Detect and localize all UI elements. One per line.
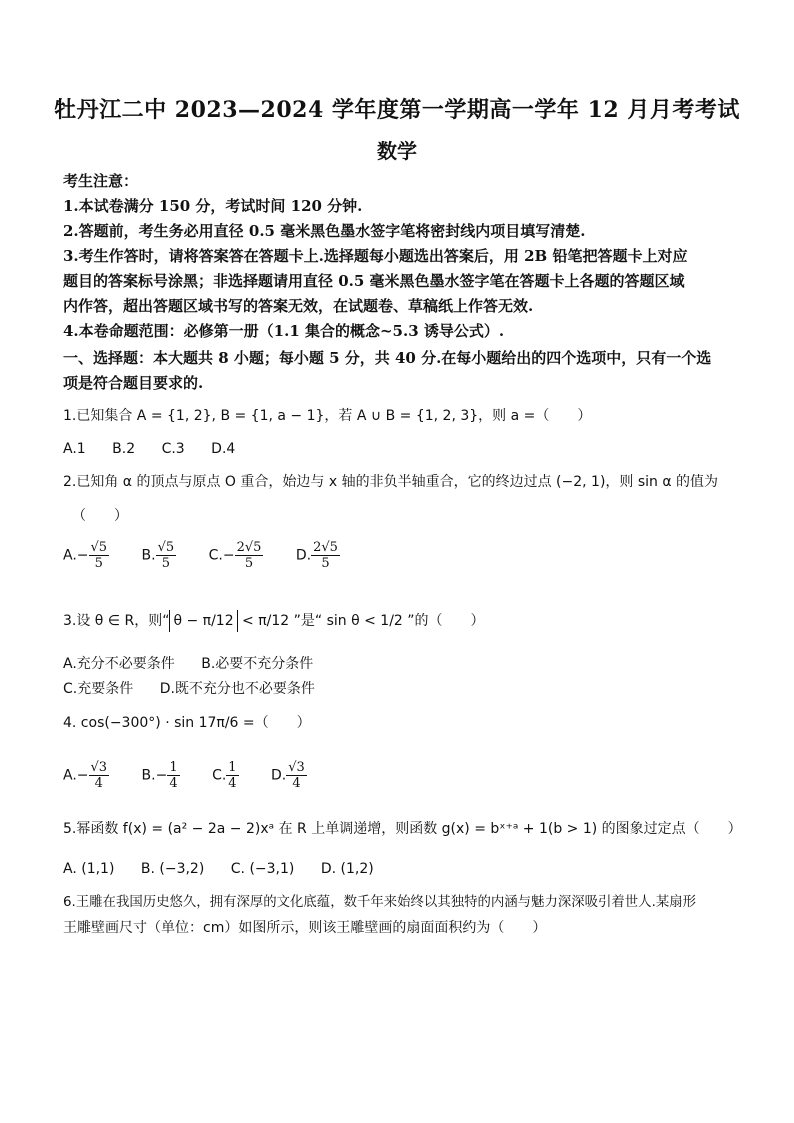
- notice-item-2: 2.答题前，考生务必用直径 0.5 毫米黑色墨水签字笔将密封线内项目填写清楚.: [63, 222, 586, 240]
- q2-option-b: B. $\frac{√5}{5}$: [141, 540, 175, 571]
- question-6-text: 6.王雕在我国历史悠久，拥有深厚的文化底蕴，数千年来始终以其独特的内涵与魅力深深吸引着世人.某扇形: [63, 895, 696, 910]
- q1-option-d: D.4: [211, 441, 236, 457]
- q5-option-b: B. (−3,2): [140, 861, 205, 877]
- q5-option-c: C. (−3,1): [230, 861, 295, 877]
- question-1-options: [63, 438, 257, 460]
- q4-option-c: C. $\frac{1}{4}$: [212, 760, 237, 791]
- question-2-text: 2.已知角 α 的顶点与原点 O 重合，始边与 x 轴的非负半轴重合，它的终边过点 (−2, 1)，则 sin α 的值为: [63, 474, 719, 490]
- q4-option-a: A.− $\frac{√3}{4}$: [63, 760, 108, 791]
- notice-item-3-cont: 题目的答案标号涂黑；非选择题请用直径 0.5 毫米黑色墨水签字笔在答题卡上各题的答题区域: [63, 272, 685, 290]
- notice-heading: 考生注意：: [63, 172, 139, 190]
- q3-option-c: C.充要条件: [63, 681, 134, 697]
- question-5-text: 5.幂函数 f(x) = (a² − 2a − 2)xᵃ 在 R 上单调递增，则函数 g(x) = bˣ⁺ᵃ + 1(b > 1) 的图象过定点（ ）: [63, 821, 742, 837]
- question-6-text-cont: 王雕壁画尺寸（单位：cm）如图所示，则该王雕壁画的扇面面积约为（ ）: [63, 920, 547, 936]
- q1-option-a: A.1: [63, 441, 86, 457]
- q5-option-a: A. (1,1): [63, 861, 115, 877]
- notice-item-3: 3.考生作答时，请将答案答在答题卡上.选择题每小题选出答案后，用 2B 铅笔把答题卡上对应: [63, 247, 688, 265]
- q3-option-b: B.必要不充分条件: [201, 656, 314, 672]
- q2-option-c: C.− $\frac{2√5}{5}$: [208, 540, 262, 571]
- section-heading: 一、选择题：本大题共 8 小题；每小题 5 分，共 40 分.在每小题给出的四个选项中，只有一个选: [63, 349, 712, 367]
- question-4-text: 4. cos(−300°) · sin 17π/6 =（ ）: [63, 715, 311, 731]
- q3-option-d: D.既不充分也不必要条件: [159, 681, 315, 697]
- q2-option-a: A.− $\frac{√5}{5}$: [63, 540, 108, 571]
- q2-option-d: D. $\frac{2√5}{5}$: [295, 540, 338, 571]
- notice-item-1: 1.本试卷满分 150 分，考试时间 120 分钟.: [63, 197, 363, 215]
- q1-option-b: B.2: [112, 441, 136, 457]
- exam-title: 牡丹江二中 2023—2024 学年度第一学期高一学年 12 月月考考试: [54, 97, 740, 123]
- exam-subject: 数学: [377, 139, 417, 163]
- question-3-text: 3.设 θ ∈ R，则“ θ − π/12 < π/12 ”是“ sin θ < 1/2 ”的（ ）: [63, 610, 485, 632]
- question-4-options: [63, 760, 335, 791]
- notice-item-3-cont2: 内作答，超出答题区域书写的答案无效，在试题卷、草稿纸上作答无效.: [63, 297, 534, 315]
- question-3-options-row1: [63, 653, 335, 675]
- q3-abs-expression: θ − π/12: [169, 610, 237, 632]
- question-3-options-row2: [63, 678, 337, 700]
- section-heading-cont: 项是符合题目要求的.: [63, 374, 204, 392]
- q4-option-b: B.− $\frac{1}{4}$: [141, 760, 178, 791]
- q5-option-d: D. (1,2): [320, 861, 374, 877]
- question-2-paren: （ ）: [72, 508, 128, 524]
- question-2-options: [63, 540, 368, 571]
- q1-option-c: C.3: [161, 441, 185, 457]
- notice-item-4: 4.本卷命题范围：必修第一册（1.1 集合的概念~5.3 诱导公式）.: [63, 322, 505, 340]
- question-1-text: 1.已知集合 A = {1, 2}, B = {1, a − 1}，若 A ∪ B = {1, 2, 3}，则 a =（ ）: [63, 408, 592, 424]
- q3-option-a: A.充分不必要条件: [63, 656, 175, 672]
- q4-option-d: D. $\frac{√3}{4}$: [271, 760, 305, 791]
- question-5-options: [63, 858, 396, 880]
